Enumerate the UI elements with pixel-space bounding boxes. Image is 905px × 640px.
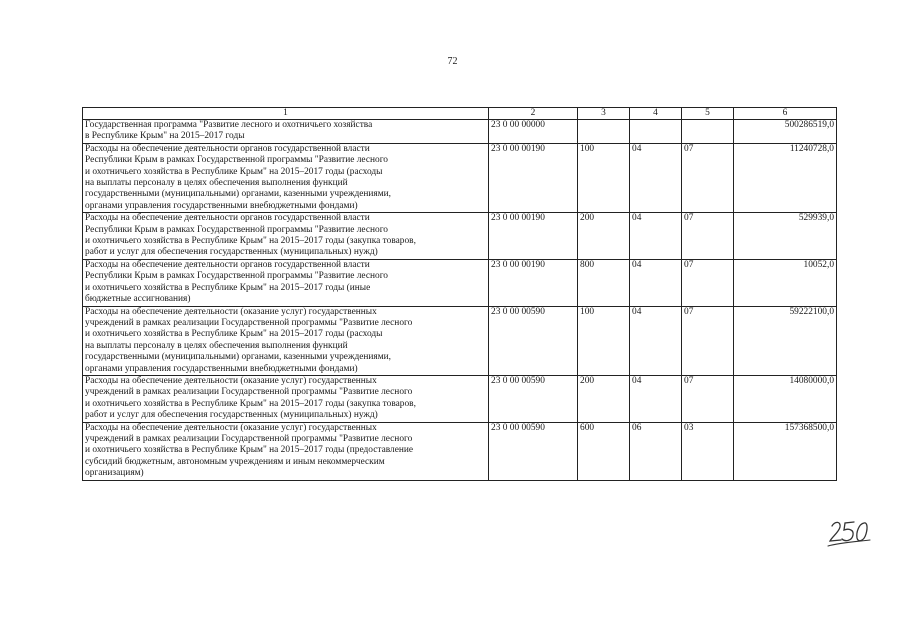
description-line: и охотничьего хозяйства в Республике Крым" на 2015–2017 годы (предоставление: [85, 445, 414, 456]
budget-classification-code: 23 0 00 00190: [489, 213, 578, 260]
column-header-5: 5: [682, 108, 734, 120]
amount-value: 529939,0: [734, 213, 837, 260]
budget-classification-code: 23 0 00 00590: [489, 306, 578, 375]
expense-description: [83, 422, 489, 480]
subsection-code: 07: [682, 306, 734, 375]
description-line: работ и услуг для обеспечения государственных (муниципальных) нужд): [85, 247, 378, 258]
description-line: Расходы на обеспечение деятельности (оказание услуг) государственных: [85, 422, 377, 433]
description-line: государственными (муниципальными) органами, казенными учреждениями,: [85, 189, 392, 200]
budget-table: [82, 107, 837, 481]
description-line: и охотничьего хозяйства в Республике Крым" на 2015–2017 годы (расходы: [85, 166, 383, 177]
budget-classification-code: 23 0 00 00000: [489, 120, 578, 144]
expense-type-code: 800: [578, 259, 630, 306]
expense-type-code: 200: [578, 375, 630, 422]
subsection-code: 07: [682, 259, 734, 306]
section-code: 06: [630, 422, 682, 480]
description-line: субсидий бюджетным, автономным учреждениям и иным некоммерческим: [85, 456, 385, 467]
budget-classification-code: 23 0 00 00190: [489, 259, 578, 306]
description-line: учреждений в рамках реализации Государственной программы "Развитие лесного: [85, 433, 413, 444]
description-line: Республики Крым в рамках Государственной программы "Развитие лесного: [85, 155, 388, 166]
table-row: [83, 259, 837, 306]
expense-type-code: 600: [578, 422, 630, 480]
table-row: [83, 375, 837, 422]
description-line: Расходы на обеспечение деятельности органов государственной власти: [85, 259, 370, 270]
subsection-code: [682, 120, 734, 144]
expense-type-code: 100: [578, 143, 630, 212]
amount-value: 10052,0: [734, 259, 837, 306]
expense-type-code: 100: [578, 306, 630, 375]
subsection-code: 07: [682, 143, 734, 212]
section-code: [630, 120, 682, 144]
amount-value: 59222100,0: [734, 306, 837, 375]
section-code: 04: [630, 375, 682, 422]
subsection-code: 03: [682, 422, 734, 480]
table-row: [83, 306, 837, 375]
description-line: бюджетные ассигнования): [85, 294, 191, 305]
description-line: и охотничьего хозяйства в Республике Крым" на 2015–2017 годы (иные: [85, 282, 371, 293]
table-body: [83, 120, 837, 481]
amount-value: 500286519,0: [734, 120, 837, 144]
section-code: 04: [630, 143, 682, 212]
section-code: 04: [630, 306, 682, 375]
handwritten-page-mark: [826, 516, 874, 550]
subsection-code: 07: [682, 213, 734, 260]
description-line: Расходы на обеспечение деятельности (оказание услуг) государственных: [85, 375, 377, 386]
column-header-4: 4: [630, 108, 682, 120]
amount-value: 14080000,0: [734, 375, 837, 422]
description-line: на выплаты персоналу в целях обеспечения выполнения функций: [85, 178, 348, 189]
expense-type-code: 200: [578, 213, 630, 260]
expense-description: [83, 120, 489, 144]
column-header-6: 6: [734, 108, 837, 120]
table-row: [83, 120, 837, 144]
description-line: органами управления государственными внебюджетными фондами): [85, 200, 358, 211]
table-row: [83, 213, 837, 260]
description-line: Республики Крым в рамках Государственной программы "Развитие лесного: [85, 271, 388, 282]
column-header-1: 1: [83, 108, 489, 120]
table-row: [83, 143, 837, 212]
budget-classification-code: 23 0 00 00590: [489, 375, 578, 422]
page-number: 72: [447, 56, 458, 67]
amount-value: 11240728,0: [734, 143, 837, 212]
description-line: работ и услуг для обеспечения государственных (муниципальных) нужд): [85, 410, 378, 421]
amount-value: 157368500,0: [734, 422, 837, 480]
subsection-code: 07: [682, 375, 734, 422]
column-header-3: 3: [578, 108, 630, 120]
description-line: учреждений в рамках реализации Государственной программы "Развитие лесного: [85, 387, 413, 398]
description-line: Государственная программа "Развитие лесного и охотничьего хозяйства: [85, 120, 373, 130]
description-line: Расходы на обеспечение деятельности органов государственной власти: [85, 213, 370, 224]
description-line: учреждений в рамках реализации Государственной программы "Развитие лесного: [85, 317, 413, 328]
section-code: 04: [630, 213, 682, 260]
description-line: организациям): [85, 468, 144, 479]
table-header-row: [83, 108, 837, 120]
expense-description: [83, 375, 489, 422]
description-line: и охотничьего хозяйства в Республике Крым" на 2015–2017 годы (закупка товаров,: [85, 236, 416, 247]
description-line: и охотничьего хозяйства в Республике Крым" на 2015–2017 годы (закупка товаров,: [85, 398, 416, 409]
section-code: 04: [630, 259, 682, 306]
description-line: и охотничьего хозяйства в Республике Крым" на 2015–2017 годы (расходы: [85, 329, 383, 340]
expense-description: [83, 213, 489, 260]
expense-description: [83, 143, 489, 212]
description-line: Республики Крым в рамках Государственной программы "Развитие лесного: [85, 224, 388, 235]
expense-type-code: [578, 120, 630, 144]
description-line: в Республике Крым" на 2015–2017 годы: [85, 131, 245, 142]
table-row: [83, 422, 837, 480]
expense-description: [83, 306, 489, 375]
expense-description: [83, 259, 489, 306]
description-line: государственными (муниципальными) органами, казенными учреждениями,: [85, 352, 392, 363]
column-header-2: 2: [489, 108, 578, 120]
description-line: на выплаты персоналу в целях обеспечения выполнения функций: [85, 340, 348, 351]
description-line: Расходы на обеспечение деятельности (оказание услуг) государственных: [85, 306, 377, 317]
description-line: Расходы на обеспечение деятельности органов государственной власти: [85, 143, 370, 154]
description-line: органами управления государственными внебюджетными фондами): [85, 363, 358, 374]
budget-classification-code: 23 0 00 00590: [489, 422, 578, 480]
budget-classification-code: 23 0 00 00190: [489, 143, 578, 212]
